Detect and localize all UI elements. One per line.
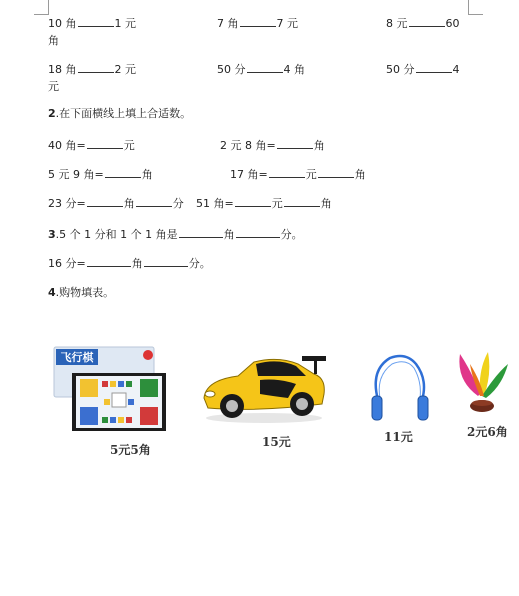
exercise-text: 角 bbox=[123, 197, 135, 210]
question-text: .在下面横线上填上合适数。 bbox=[55, 107, 192, 120]
answer-blank[interactable] bbox=[87, 256, 131, 267]
exercise-text: 角 bbox=[313, 139, 325, 152]
answer-blank[interactable] bbox=[179, 227, 223, 238]
exercise-text: 角 bbox=[131, 257, 143, 270]
exercise-text: 5 元 9 角= bbox=[48, 168, 104, 181]
exercise-text: 元 bbox=[123, 139, 135, 152]
answer-blank[interactable] bbox=[269, 167, 305, 178]
price-label-toy-car: 15元 bbox=[262, 435, 291, 449]
exercise-2-2 bbox=[217, 62, 305, 77]
answer-blank[interactable] bbox=[87, 196, 123, 207]
exercise-text: 40 角= bbox=[48, 139, 86, 152]
exercise-text: 60 bbox=[445, 17, 460, 30]
exercise-wrap-text: 元 bbox=[48, 80, 59, 93]
board-box-label: 飞行棋 bbox=[60, 351, 94, 364]
exercise-text: 分 bbox=[172, 197, 184, 210]
q2-item-1 bbox=[48, 138, 135, 153]
exercise-text: 元 bbox=[305, 168, 317, 181]
exercise-text: 7 元 bbox=[276, 17, 298, 30]
exercise-text: 2 元 8 角= bbox=[220, 139, 276, 152]
answer-blank[interactable] bbox=[236, 227, 280, 238]
answer-blank[interactable] bbox=[277, 138, 313, 149]
exercise-text: 分。 bbox=[188, 257, 211, 270]
exercise-text: 7 角 bbox=[217, 17, 239, 30]
answer-blank[interactable] bbox=[78, 16, 114, 27]
q2-item-3 bbox=[48, 167, 153, 182]
margin-mark-right bbox=[468, 0, 483, 15]
answer-blank[interactable] bbox=[247, 62, 283, 73]
question-3 bbox=[48, 227, 303, 242]
exercise-text: 角 bbox=[354, 168, 366, 181]
question-number: 3 bbox=[48, 228, 56, 241]
exercise-text: 分。 bbox=[280, 228, 303, 241]
toy-car-image bbox=[198, 350, 330, 426]
exercise-text: 18 角 bbox=[48, 63, 77, 76]
answer-blank[interactable] bbox=[105, 167, 141, 178]
board-game-image bbox=[52, 345, 166, 435]
q2-item-6 bbox=[196, 196, 332, 211]
question-number: 4 bbox=[48, 286, 56, 299]
question-3-line-2 bbox=[48, 256, 211, 271]
exercise-text: 1 元 bbox=[114, 17, 136, 30]
answer-blank[interactable] bbox=[87, 138, 123, 149]
exercise-1-2 bbox=[217, 16, 298, 31]
exercise-text: 元 bbox=[271, 197, 283, 210]
exercise-1-1 bbox=[48, 16, 136, 31]
question-2-title bbox=[48, 107, 191, 121]
answer-blank[interactable] bbox=[284, 196, 320, 207]
answer-blank[interactable] bbox=[416, 62, 452, 73]
price-label-jump-rope: 11元 bbox=[384, 430, 413, 444]
answer-blank[interactable] bbox=[318, 167, 354, 178]
answer-blank[interactable] bbox=[144, 256, 188, 267]
exercise-text: 10 角 bbox=[48, 17, 77, 30]
q2-item-4 bbox=[230, 167, 366, 182]
exercise-text: 角 bbox=[320, 197, 332, 210]
question-number: 2 bbox=[48, 107, 56, 120]
exercise-text: 17 角= bbox=[230, 168, 268, 181]
exercise-2-1 bbox=[48, 62, 136, 77]
price-label-board-game: 5元5角 bbox=[110, 443, 151, 457]
price-label-shuttlecock: 2元6角 bbox=[467, 425, 508, 439]
answer-blank[interactable] bbox=[240, 16, 276, 27]
exercise-text: 51 角= bbox=[196, 197, 234, 210]
answer-blank[interactable] bbox=[409, 16, 445, 27]
q2-item-2 bbox=[220, 138, 325, 153]
exercise-text: 4 bbox=[452, 63, 460, 76]
exercise-2-3 bbox=[386, 62, 460, 77]
margin-mark-left bbox=[34, 0, 49, 15]
exercise-text: 8 元 bbox=[386, 17, 408, 30]
answer-blank[interactable] bbox=[78, 62, 114, 73]
exercise-1-3 bbox=[386, 16, 460, 31]
exercise-text: 角 bbox=[141, 168, 153, 181]
exercise-text: 50 分 bbox=[217, 63, 246, 76]
exercise-wrap-text: 角 bbox=[48, 34, 59, 47]
exercise-text: 4 角 bbox=[283, 63, 305, 76]
exercise-text: 16 分= bbox=[48, 257, 86, 270]
shuttlecock-image bbox=[452, 350, 510, 416]
exercise-text: 23 分= bbox=[48, 197, 86, 210]
exercise-text: 50 分 bbox=[386, 63, 415, 76]
exercise-text: 角 bbox=[223, 228, 235, 241]
answer-blank[interactable] bbox=[136, 196, 172, 207]
question-text: .购物填表。 bbox=[55, 286, 115, 299]
question-4-title bbox=[48, 286, 114, 300]
question-text: .5 个 1 分和 1 个 1 角是 bbox=[55, 228, 178, 241]
answer-blank[interactable] bbox=[235, 196, 271, 207]
jump-rope-image bbox=[364, 350, 440, 422]
exercise-text: 2 元 bbox=[114, 63, 136, 76]
q2-item-5 bbox=[48, 196, 184, 211]
